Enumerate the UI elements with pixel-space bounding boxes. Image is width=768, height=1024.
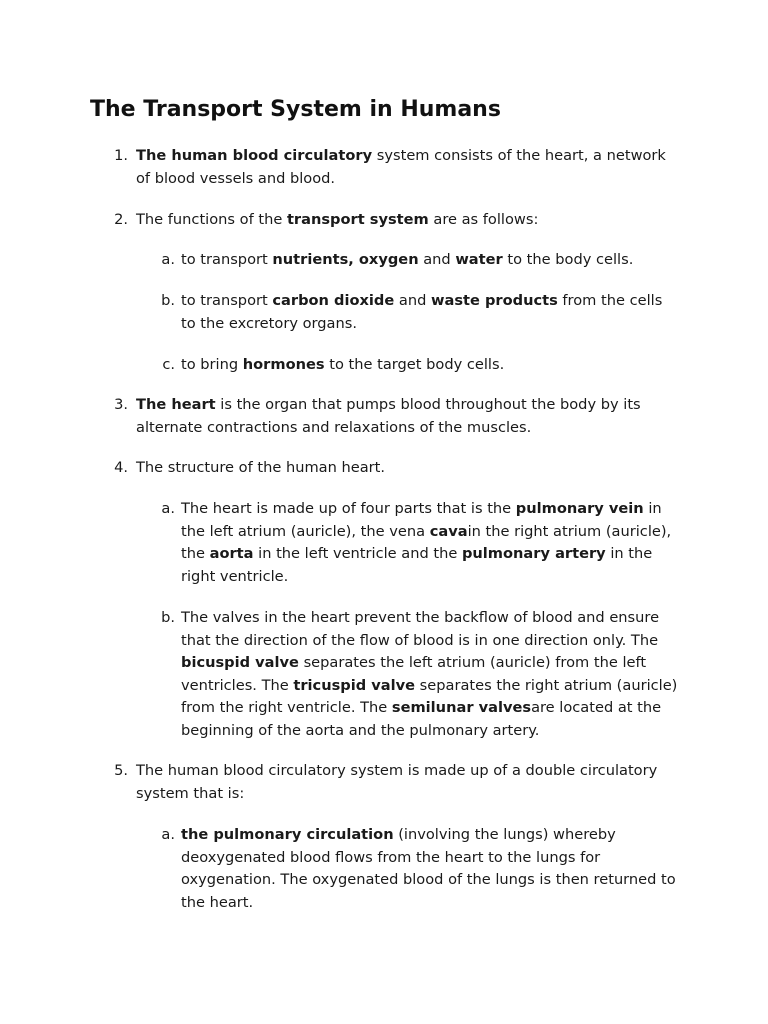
list-item-2b (161, 290, 681, 335)
bold-term: nutrients, oxygen (272, 251, 419, 268)
bold-term: hormones (242, 356, 325, 373)
list-item-2a (161, 249, 681, 272)
list-item-5 (114, 760, 676, 805)
text-segment: The human blood circulatory system is made up of a double circulatory system that is: (136, 762, 658, 802)
page-title: The Transport System in Humans (90, 97, 501, 122)
text-segment: system consists of the heart, a network of blood vessels and blood. (136, 147, 666, 187)
list-marker: c. (162, 356, 175, 373)
text-segment: in the left atrium (auricle), the vena (181, 500, 662, 540)
bold-term: The human blood circulatory (136, 147, 373, 164)
text-segment: to transport (181, 292, 273, 309)
list-item-3 (114, 394, 676, 439)
text-segment: to transport (181, 251, 273, 268)
text-segment: The valves in the heart prevent the backflow of blood and ensure that the direction of the flow of blood is in one direction only. The (181, 609, 660, 649)
text-segment: and (394, 292, 431, 309)
bold-term: cava (429, 522, 468, 540)
text-segment: The functions of the (136, 211, 287, 228)
list-item-2c (162, 354, 681, 377)
text-segment: in the left ventricle and the (253, 545, 462, 563)
text-segment: are located at the beginning of the aorta and the pulmonary artery. (181, 699, 662, 739)
list-marker: a. (161, 826, 175, 843)
bold-term: waste products (430, 292, 558, 309)
list-marker: 4. (114, 459, 128, 476)
text-segment: from the cells to the excretory organs. (181, 292, 663, 332)
bold-term: bicuspid valve (181, 654, 299, 672)
list-marker: a. (161, 500, 175, 517)
bold-term: the pulmonary circulation (181, 826, 394, 843)
bold-term: carbon dioxide (272, 292, 395, 309)
bold-term: tricuspid valve (293, 676, 416, 694)
bold-term: semilunar valves (391, 699, 532, 717)
text-segment: in the right ventricle. (181, 545, 653, 585)
bold-term: pulmonary artery (461, 545, 606, 563)
text-segment: and (418, 251, 456, 268)
bold-term: pulmonary vein (515, 500, 644, 517)
text-segment: in the right atrium (auricle), the (181, 522, 672, 563)
list-marker: a. (161, 251, 175, 268)
text-segment: separates the right atrium (auricle) from the right ventricle. The (181, 676, 678, 717)
bold-term: water (455, 251, 503, 268)
list-marker: b. (161, 609, 175, 626)
text-segment: are as follows: (428, 211, 539, 228)
list-item-1 (114, 145, 676, 190)
list-marker: 3. (114, 396, 128, 413)
list-item-4a (161, 498, 681, 588)
list-item-2 (114, 209, 676, 232)
text-segment: to bring (181, 356, 243, 373)
list-marker: 2. (114, 211, 128, 228)
list-item-5a (161, 824, 681, 914)
list-item-4b (161, 607, 681, 743)
list-marker: 1. (114, 147, 128, 164)
text-segment: The heart is made up of four parts that is the (181, 500, 516, 517)
text-segment: (involving the lungs) whereby deoxygenated blood flows from the heart to the lungs for oxygenation. The oxygenated blood of the lungs is then returned to the heart. (181, 826, 676, 911)
list-marker: b. (161, 292, 175, 309)
list-marker: 5. (114, 762, 128, 779)
list-item-4 (114, 457, 676, 480)
text-segment: to the target body cells. (324, 356, 505, 373)
text-segment: to the body cells. (502, 251, 634, 268)
bold-term: transport system (286, 211, 429, 228)
bold-term: The heart (136, 396, 216, 413)
text-segment: separates the left atrium (auricle) from the left ventricles. The (181, 654, 647, 694)
text-segment: is the organ that pumps blood throughout the body by its alternate contractions and relaxations of the muscles. (136, 396, 641, 436)
bold-term: aorta (209, 545, 254, 563)
text-segment: The structure of the human heart. (136, 459, 386, 476)
